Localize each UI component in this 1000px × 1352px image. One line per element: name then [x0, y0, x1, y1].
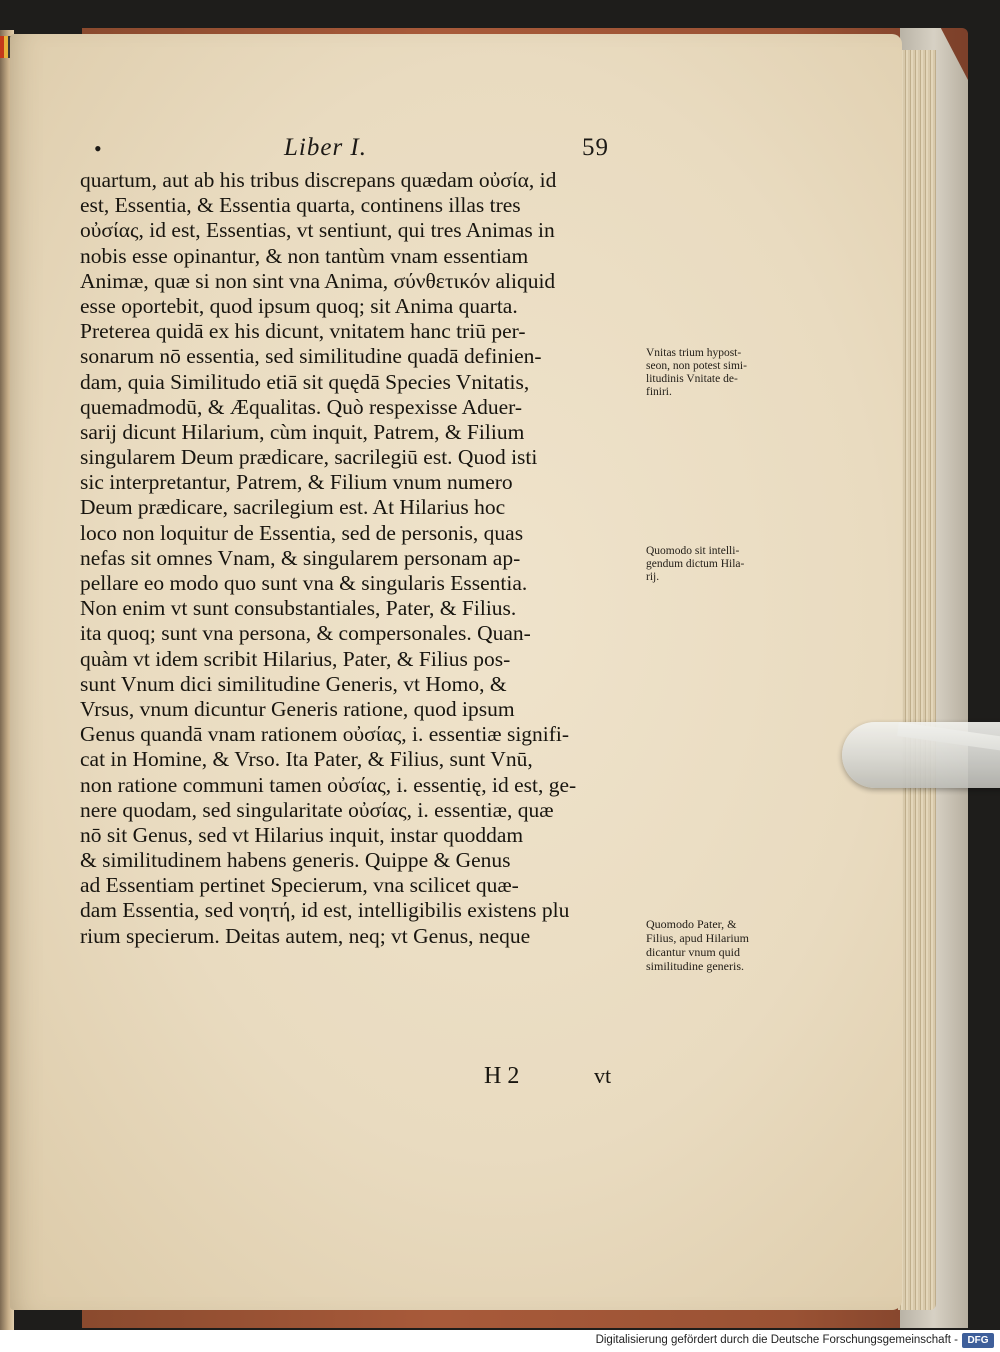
marginal-note-line: gendum dictum Hila-	[646, 558, 745, 570]
marginal-note	[646, 545, 796, 584]
text-line: dam, quia Similitudo etiā sit quędā Species Vnitatis,	[80, 369, 530, 394]
text-line: Animæ, quæ si non sint vna Anima, σύνθετικόν aliquid	[80, 268, 556, 293]
signature-mark: H 2	[484, 1063, 520, 1089]
text-line: & similitudinem habens generis. Quippe & Genus	[80, 848, 511, 873]
running-title: Liber I.	[284, 134, 367, 161]
text-line: sarij dicunt Hilarium, cùm inquit, Patrem, & Filium	[80, 419, 525, 444]
funding-notice: Digitalisierung gefördert durch die Deutsche Forschungsgemeinschaft -	[595, 1334, 958, 1346]
catchword: vt	[594, 1063, 612, 1088]
signature-line	[484, 1063, 634, 1093]
text-line: Non enim vt sunt consubstantiales, Pater, & Filius.	[80, 596, 517, 621]
page-edges	[898, 50, 936, 1310]
text-line: quartum, aut ab his tribus discrepans quædam οὐσία, id	[80, 168, 557, 192]
marginal-note-line: Quomodo Pater, &	[646, 917, 737, 931]
page-clip	[842, 722, 1000, 788]
text-line: rium specierum. Deitas autem, neq; vt Genus, neque	[80, 923, 531, 948]
text-line: οὐσίας, id est, Essentias, vt sentiunt, qui tres Animas in	[80, 218, 555, 243]
marginal-note	[646, 917, 796, 973]
marginal-note-line: Filius, apud Hilarium	[646, 931, 749, 945]
marginal-note-line: litudinis Vnitate de-	[646, 373, 738, 385]
marginal-note-line: seon, non potest simi-	[646, 360, 747, 372]
footer-bar	[0, 1330, 1000, 1352]
text-line: ita quoq; sunt vna persona, & compersonales. Quan-	[80, 621, 531, 646]
text-line: ad Essentiam pertinet Specierum, vna scilicet quæ-	[80, 873, 519, 898]
body-text	[80, 168, 640, 949]
text-line: nobis esse opinantur, & non tantùm vnam essentiam	[80, 243, 529, 268]
text-line: nere quodam, sed singularitate οὐσίας, i. essentiæ, quæ	[80, 797, 554, 822]
ornament: •	[94, 136, 102, 161]
text-line: sic interpretantur, Patrem, & Filium vnum numero	[80, 470, 513, 495]
running-head	[82, 134, 630, 168]
text-line: est, Essentia, & Essentia quarta, continens illas tres	[80, 193, 521, 218]
text-line: Preterea quidā ex his dicunt, vnitatem hanc triū per-	[80, 319, 526, 344]
text-line: dam Essentia, sed νοητή, id est, intelligibilis existens plu	[80, 898, 570, 923]
text-line: quàm vt idem scribit Hilarius, Pater, & Filius pos-	[80, 646, 511, 671]
page-number: 59	[582, 134, 609, 161]
text-line: esse oportebit, quod ipsum quoq; sit Anima quarta.	[80, 293, 518, 318]
text-line: nefas sit omnes Vnam, & singularem personam ap-	[80, 545, 521, 570]
text-line: singularem Deum prædicare, sacrilegiū est. Quod isti	[80, 445, 538, 470]
marginal-note-line: Vnitas trium hypost-	[646, 347, 742, 359]
text-line: Vrsus, vnum dicuntur Generis ratione, quod ipsum	[80, 696, 515, 721]
marginal-note-line: dicantur vnum quid	[646, 945, 740, 959]
text-line: Genus quandā vnam rationem οὐσίας, i. essentiæ signifi-	[80, 722, 570, 747]
text-line: loco non loquitur de Essentia, sed de personis, quas	[80, 520, 524, 545]
marginal-note-line: finiri.	[646, 386, 672, 398]
text-line: quemadmodū, & Æqualitas. Quò respexisse Aduer-	[80, 394, 523, 419]
text-line: nō sit Genus, sed vt Hilarius inquit, instar quoddam	[80, 822, 524, 847]
marginal-note-line: similitudine generis.	[646, 959, 744, 973]
marginal-note-line: Quomodo sit intelli-	[646, 545, 740, 557]
text-line: non ratione communi tamen οὐσίας, i. essentię, id est, ge-	[80, 772, 577, 797]
marginal-note	[646, 347, 796, 399]
text-line: sonarum nō essentia, sed similitudine quadā definien-	[80, 344, 542, 369]
text-line: sunt Vnum dici similitudine Generis, vt Homo, &	[80, 671, 507, 696]
text-line: pellare eo modo quo sunt vna & singularis Essentia.	[80, 571, 528, 595]
marginal-note-line: rij.	[646, 571, 660, 583]
dfg-logo: DFG	[962, 1333, 994, 1348]
text-line: cat in Homine, & Vrso. Ita Pater, & Filius, sunt Vnū,	[80, 747, 533, 772]
text-line: Deum prædicare, sacrilegium est. At Hilarius hoc	[80, 495, 506, 520]
